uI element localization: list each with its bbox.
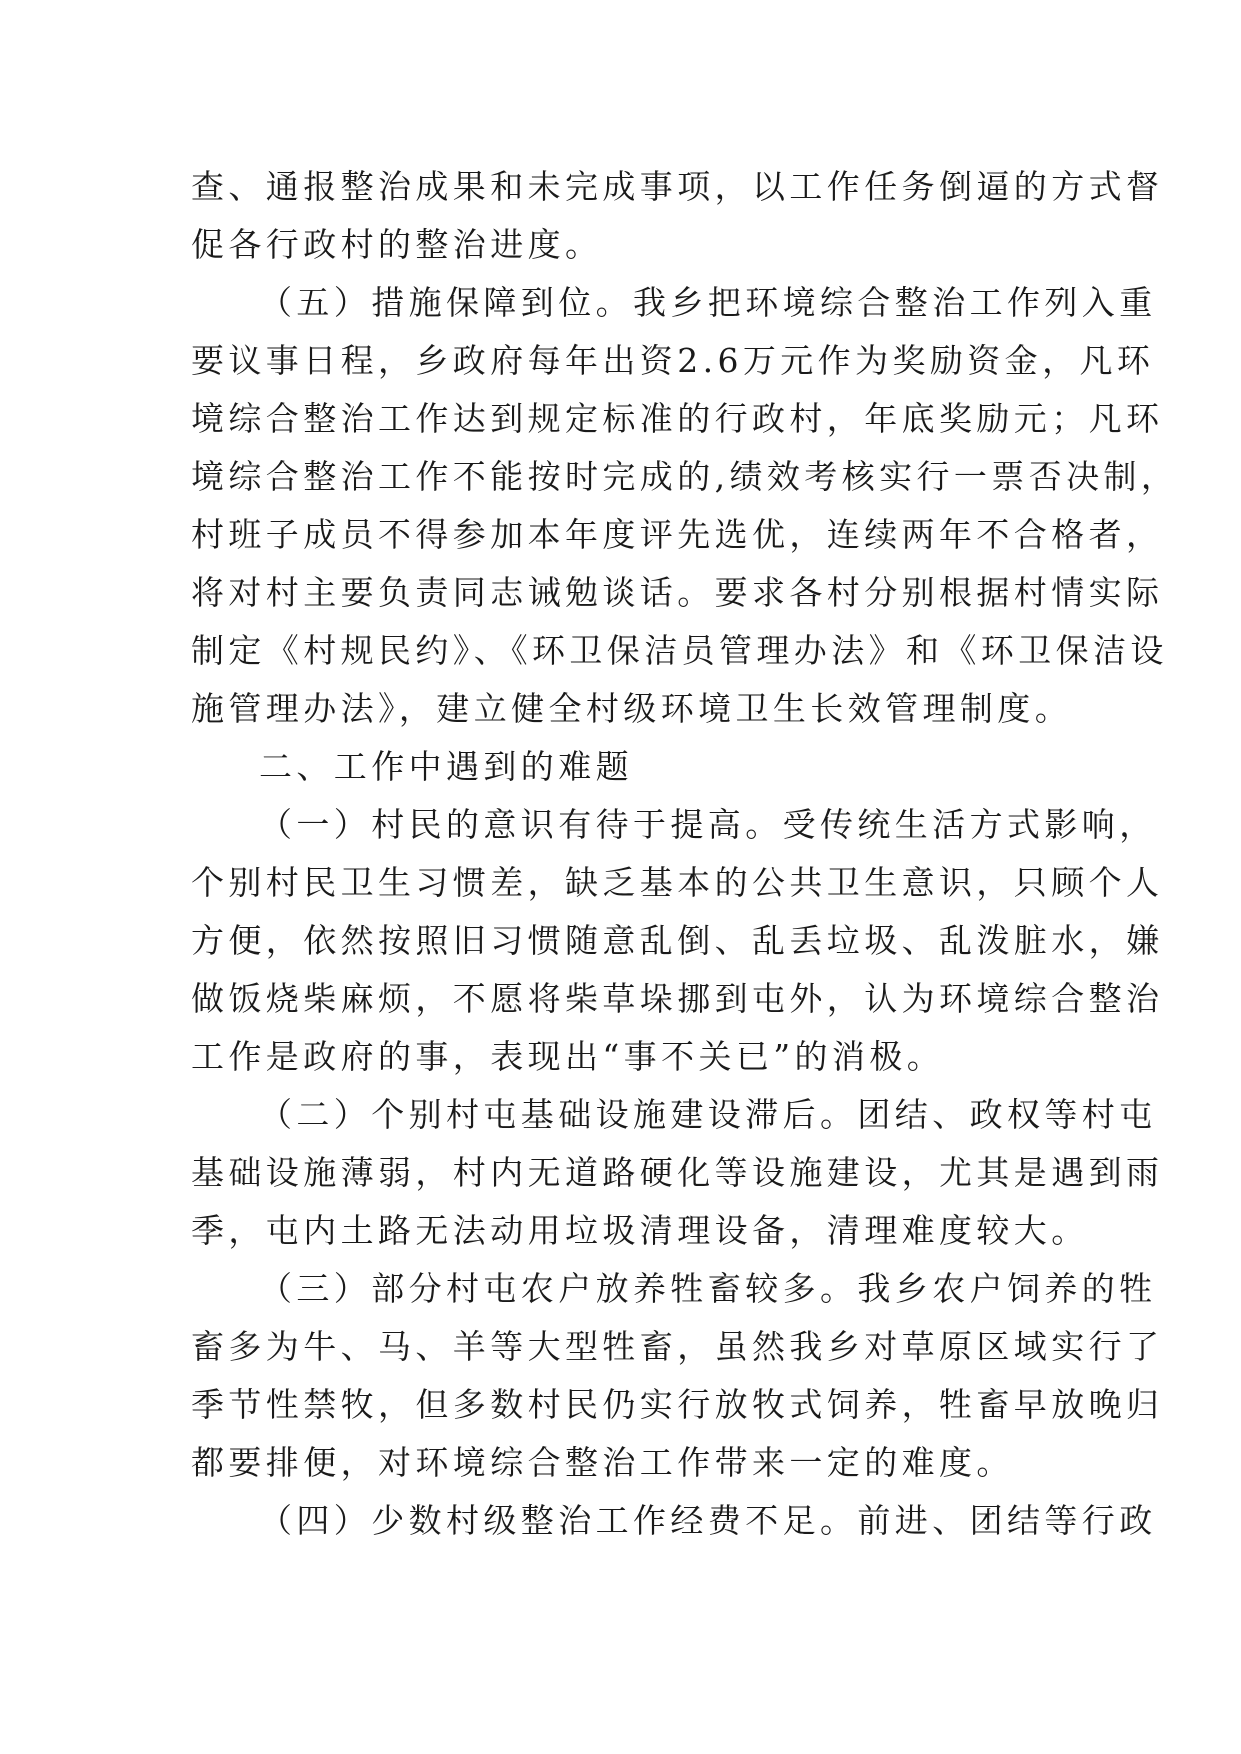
text-line: 季，屯内土路无法动用垃圾清理设备，清理难度较大。 — [191, 1211, 1089, 1250]
text-line: 境综合整治工作达到规定标准的行政村，年底奖励元；凡环 — [191, 399, 1164, 438]
text-line: 施管理办法》，建立健全村级环境卫生长效管理制度。 — [191, 689, 1073, 728]
paragraph-heading-line: （五）措施保障到位。我乡把环境综合整治工作列入重 — [259, 283, 1157, 322]
text-line: 境综合整治工作不能按时完成的,绩效考核实行一票否决制， — [191, 457, 1179, 496]
section-heading: 二、工作中遇到的难题 — [259, 747, 633, 786]
text-line: 促各行政村的整治进度。 — [191, 225, 603, 264]
paragraph-heading-line: （二）个别村屯基础设施建设滞后。团结、政权等村屯 — [259, 1095, 1157, 1134]
text-line: 畜多为牛、马、羊等大型牲畜，虽然我乡对草原区域实行了 — [191, 1327, 1164, 1366]
text-line: 基础设施薄弱，村内无道路硬化等设施建设，尤其是遇到雨 — [191, 1153, 1164, 1192]
text-line: 制定《村规民约》、《环卫保洁员管理办法》和《环卫保洁设 — [191, 631, 1168, 670]
body-text — [191, 158, 1179, 1550]
text-line: 季节性禁牧，但多数村民仍实行放牧式饲养，牲畜早放晚归 — [191, 1385, 1164, 1424]
text-line: 工作是政府的事，表现出“事不关已”的消极。 — [191, 1037, 945, 1076]
text-line: 个别村民卫生习惯差，缺乏基本的公共卫生意识，只顾个人 — [191, 863, 1164, 902]
text-line: 查、通报整治成果和未完成事项，以工作任务倒逼的方式督 — [191, 167, 1164, 206]
text-line: 做饭烧柴麻烦，不愿将柴草垛挪到屯外，认为环境综合整治 — [191, 979, 1164, 1018]
paragraph-heading-line: （一）村民的意识有待于提高。受传统生活方式影响， — [259, 805, 1157, 844]
text-line: 要议事日程，乡政府每年出资2.6万元作为奖励资金，凡环 — [191, 341, 1155, 380]
text-line: 都要排便，对环境综合整治工作带来一定的难度。 — [191, 1443, 1014, 1482]
paragraph-heading-line: （三）部分村屯农户放养牲畜较多。我乡农户饲养的牲 — [259, 1269, 1157, 1308]
text-line: 村班子成员不得参加本年度评先选优，连续两年不合格者， — [191, 515, 1164, 554]
text-line: 方便，依然按照旧习惯随意乱倒、乱丢垃圾、乱泼脏水，嫌 — [191, 921, 1164, 960]
text-line: 将对村主要负责同志诫勉谈话。要求各村分别根据村情实际 — [191, 573, 1164, 612]
paragraph-heading-line: （四）少数村级整治工作经费不足。前进、团结等行政 — [259, 1501, 1157, 1540]
